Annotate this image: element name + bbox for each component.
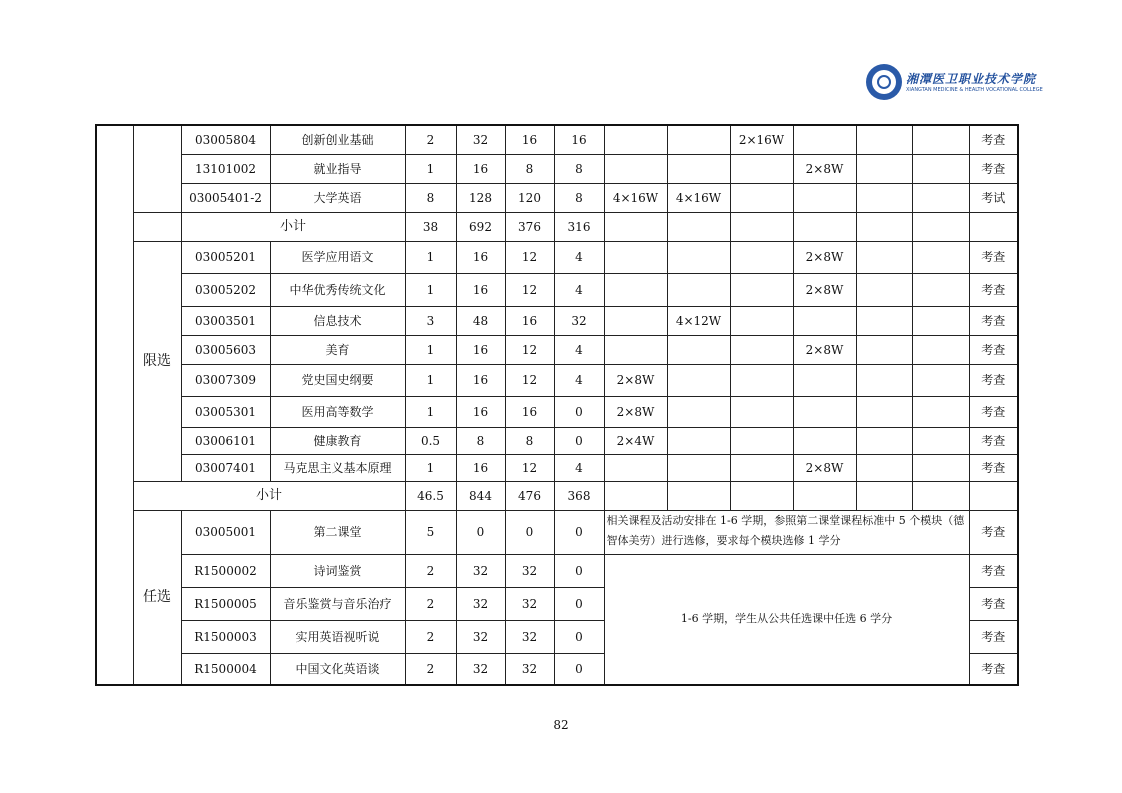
semester-5	[856, 125, 912, 154]
subtotal-theory: 476	[505, 481, 554, 510]
assessment: 考查	[969, 364, 1018, 396]
semester-5	[856, 183, 912, 212]
credit: 2	[405, 554, 456, 587]
category-cell	[96, 125, 133, 685]
theory-hours: 12	[505, 364, 554, 396]
course-code: 03006101	[181, 427, 270, 454]
total-hours: 16	[456, 364, 505, 396]
total-hours: 32	[456, 653, 505, 685]
subtotal-spacer	[133, 212, 181, 241]
semester-6	[912, 427, 969, 454]
credit: 8	[405, 183, 456, 212]
semester-4: 2×8W	[793, 241, 856, 273]
assessment: 考查	[969, 306, 1018, 335]
practice-hours: 4	[554, 241, 604, 273]
course-name: 党史国史纲要	[270, 364, 405, 396]
semester-6	[912, 335, 969, 364]
course-code: 03005201	[181, 241, 270, 273]
semester-2	[667, 241, 730, 273]
course-code: 03005301	[181, 396, 270, 427]
practice-hours: 8	[554, 183, 604, 212]
semester-1: 4×16W	[604, 183, 667, 212]
total-hours: 8	[456, 427, 505, 454]
credit: 2	[405, 620, 456, 653]
semester-2	[667, 364, 730, 396]
practice-hours: 0	[554, 620, 604, 653]
semester-1	[604, 241, 667, 273]
semester-3	[730, 183, 793, 212]
total-hours: 32	[456, 125, 505, 154]
course-code: R1500004	[181, 653, 270, 685]
total-hours: 16	[456, 273, 505, 306]
theory-hours: 16	[505, 306, 554, 335]
assessment: 考查	[969, 241, 1018, 273]
semester-3	[730, 396, 793, 427]
semester-3	[730, 427, 793, 454]
assessment: 考查	[969, 510, 1018, 554]
semester-4	[793, 364, 856, 396]
course-code: 03005603	[181, 335, 270, 364]
subtotal-total: 692	[456, 212, 505, 241]
total-hours: 32	[456, 587, 505, 620]
assessment: 考查	[969, 587, 1018, 620]
practice-hours: 0	[554, 554, 604, 587]
theory-hours: 8	[505, 154, 554, 183]
semester-4	[793, 183, 856, 212]
semester-4: 2×8W	[793, 454, 856, 481]
semester-5	[856, 306, 912, 335]
table-row	[96, 306, 1018, 335]
semester-5	[856, 454, 912, 481]
course-code: 03005401-2	[181, 183, 270, 212]
course-code: R1500002	[181, 554, 270, 587]
semester-2	[667, 335, 730, 364]
course-name: 实用英语视听说	[270, 620, 405, 653]
table-row	[96, 510, 1018, 554]
semester-3	[730, 364, 793, 396]
practice-hours: 0	[554, 396, 604, 427]
credit: 1	[405, 454, 456, 481]
total-hours: 48	[456, 306, 505, 335]
semester-6	[912, 241, 969, 273]
total-hours: 16	[456, 154, 505, 183]
semester-6	[912, 183, 969, 212]
credit: 0.5	[405, 427, 456, 454]
credit: 1	[405, 154, 456, 183]
total-hours: 16	[456, 396, 505, 427]
college-logo	[866, 64, 1043, 104]
course-name: 诗词鉴赏	[270, 554, 405, 587]
total-hours: 128	[456, 183, 505, 212]
course-code: R1500005	[181, 587, 270, 620]
subcategory-cell	[133, 125, 181, 212]
credit: 3	[405, 306, 456, 335]
course-name: 美育	[270, 335, 405, 364]
assessment: 考查	[969, 653, 1018, 685]
table-row	[96, 364, 1018, 396]
practice-hours: 16	[554, 125, 604, 154]
table-row	[96, 183, 1018, 212]
theory-hours: 0	[505, 510, 554, 554]
semester-5	[856, 396, 912, 427]
course-name: 创新创业基础	[270, 125, 405, 154]
assessment: 考试	[969, 183, 1018, 212]
semester-5	[856, 241, 912, 273]
subtotal-credit: 46.5	[405, 481, 456, 510]
semester-1: 2×8W	[604, 364, 667, 396]
total-hours: 16	[456, 241, 505, 273]
semester-2	[667, 273, 730, 306]
second-class-note: 相关课程及活动安排在 1-6 学期，参照第二课堂课程标准中 5 个模块（德智体美劳）进行选修，要求每个模块选修 1 学分	[604, 510, 969, 554]
semester-2	[667, 154, 730, 183]
course-name: 音乐鉴赏与音乐治疗	[270, 587, 405, 620]
practice-hours: 4	[554, 364, 604, 396]
semester-2: 4×16W	[667, 183, 730, 212]
semester-6	[912, 396, 969, 427]
semester-3	[730, 306, 793, 335]
theory-hours: 32	[505, 587, 554, 620]
semester-2: 4×12W	[667, 306, 730, 335]
theory-hours: 8	[505, 427, 554, 454]
course-name: 医用高等数学	[270, 396, 405, 427]
assessment: 考查	[969, 427, 1018, 454]
course-code: 03005804	[181, 125, 270, 154]
practice-hours: 8	[554, 154, 604, 183]
assessment: 考查	[969, 154, 1018, 183]
curriculum-table	[95, 124, 1019, 686]
course-name: 健康教育	[270, 427, 405, 454]
practice-hours: 0	[554, 587, 604, 620]
semester-5	[856, 335, 912, 364]
semester-4	[793, 427, 856, 454]
semester-3: 2×16W	[730, 125, 793, 154]
semester-2	[667, 125, 730, 154]
table-row	[96, 554, 1018, 587]
page-number: 82	[553, 718, 569, 732]
semester-3	[730, 454, 793, 481]
semester-4: 2×8W	[793, 335, 856, 364]
assessment: 考查	[969, 125, 1018, 154]
logo-chinese-name: 湘潭医卫职业技术学院	[906, 72, 1037, 86]
subtotal-row	[96, 212, 1018, 241]
semester-3	[730, 154, 793, 183]
logo-english-name: XIANGTAN MEDICINE & HEALTH VOCATIONAL COLLEGE	[906, 87, 1043, 93]
semester-5	[856, 154, 912, 183]
subtotal-row	[96, 481, 1018, 510]
theory-hours: 32	[505, 653, 554, 685]
total-hours: 32	[456, 554, 505, 587]
semester-1	[604, 154, 667, 183]
semester-4	[793, 396, 856, 427]
assessment: 考查	[969, 454, 1018, 481]
theory-hours: 16	[505, 396, 554, 427]
course-code: 03007401	[181, 454, 270, 481]
table-row	[96, 273, 1018, 306]
semester-6	[912, 364, 969, 396]
credit: 2	[405, 125, 456, 154]
practice-hours: 4	[554, 335, 604, 364]
credit: 1	[405, 335, 456, 364]
subtotal-label: 小计	[133, 481, 405, 510]
credit: 1	[405, 241, 456, 273]
theory-hours: 16	[505, 125, 554, 154]
assessment: 考查	[969, 396, 1018, 427]
table-row	[96, 335, 1018, 364]
course-name: 大学英语	[270, 183, 405, 212]
table-row	[96, 241, 1018, 273]
course-name: 就业指导	[270, 154, 405, 183]
semester-1	[604, 306, 667, 335]
subtotal-credit: 38	[405, 212, 456, 241]
theory-hours: 120	[505, 183, 554, 212]
optional-elective-label: 任选	[133, 510, 181, 685]
subtotal-theory: 376	[505, 212, 554, 241]
course-name: 中华优秀传统文化	[270, 273, 405, 306]
semester-6	[912, 154, 969, 183]
credit: 2	[405, 587, 456, 620]
semester-4	[793, 306, 856, 335]
practice-hours: 4	[554, 454, 604, 481]
table-row	[96, 454, 1018, 481]
semester-3	[730, 335, 793, 364]
total-hours: 16	[456, 454, 505, 481]
practice-hours: 0	[554, 427, 604, 454]
table-row	[96, 396, 1018, 427]
total-hours: 16	[456, 335, 505, 364]
assessment: 考查	[969, 620, 1018, 653]
practice-hours: 32	[554, 306, 604, 335]
course-code: R1500003	[181, 620, 270, 653]
college-emblem-icon	[866, 64, 902, 100]
subtotal-label: 小计	[181, 212, 405, 241]
theory-hours: 12	[505, 335, 554, 364]
credit: 5	[405, 510, 456, 554]
practice-hours: 0	[554, 653, 604, 685]
course-code: 03005001	[181, 510, 270, 554]
table-row	[96, 427, 1018, 454]
total-hours: 0	[456, 510, 505, 554]
practice-hours: 4	[554, 273, 604, 306]
semester-6	[912, 454, 969, 481]
semester-3	[730, 273, 793, 306]
total-hours: 32	[456, 620, 505, 653]
elective-note: 1-6 学期，学生从公共任选课中任选 6 学分	[604, 554, 969, 685]
semester-1	[604, 125, 667, 154]
credit: 1	[405, 273, 456, 306]
theory-hours: 12	[505, 241, 554, 273]
assessment: 考查	[969, 273, 1018, 306]
semester-4: 2×8W	[793, 273, 856, 306]
subtotal-total: 844	[456, 481, 505, 510]
theory-hours: 12	[505, 454, 554, 481]
semester-3	[730, 241, 793, 273]
course-name: 中国文化英语谈	[270, 653, 405, 685]
semester-1	[604, 273, 667, 306]
assessment: 考查	[969, 335, 1018, 364]
semester-6	[912, 125, 969, 154]
semester-5	[856, 364, 912, 396]
semester-6	[912, 306, 969, 335]
limited-elective-label: 限选	[133, 241, 181, 481]
curriculum-table-body	[96, 125, 1018, 685]
credit: 1	[405, 364, 456, 396]
semester-2	[667, 396, 730, 427]
semester-1	[604, 454, 667, 481]
theory-hours: 12	[505, 273, 554, 306]
course-code: 03005202	[181, 273, 270, 306]
table-row	[96, 154, 1018, 183]
semester-2	[667, 454, 730, 481]
theory-hours: 32	[505, 554, 554, 587]
table-row	[96, 125, 1018, 154]
course-name: 第二课堂	[270, 510, 405, 554]
semester-6	[912, 273, 969, 306]
course-name: 医学应用语文	[270, 241, 405, 273]
semester-2	[667, 427, 730, 454]
credit: 1	[405, 396, 456, 427]
semester-4: 2×8W	[793, 154, 856, 183]
semester-1	[604, 335, 667, 364]
semester-5	[856, 273, 912, 306]
semester-5	[856, 427, 912, 454]
course-name: 信息技术	[270, 306, 405, 335]
course-code: 03007309	[181, 364, 270, 396]
credit: 2	[405, 653, 456, 685]
subtotal-practice: 316	[554, 212, 604, 241]
semester-1: 2×8W	[604, 396, 667, 427]
assessment: 考查	[969, 554, 1018, 587]
course-code: 13101002	[181, 154, 270, 183]
semester-4	[793, 125, 856, 154]
practice-hours: 0	[554, 510, 604, 554]
theory-hours: 32	[505, 620, 554, 653]
course-code: 03003501	[181, 306, 270, 335]
course-name: 马克思主义基本原理	[270, 454, 405, 481]
semester-1: 2×4W	[604, 427, 667, 454]
subtotal-practice: 368	[554, 481, 604, 510]
